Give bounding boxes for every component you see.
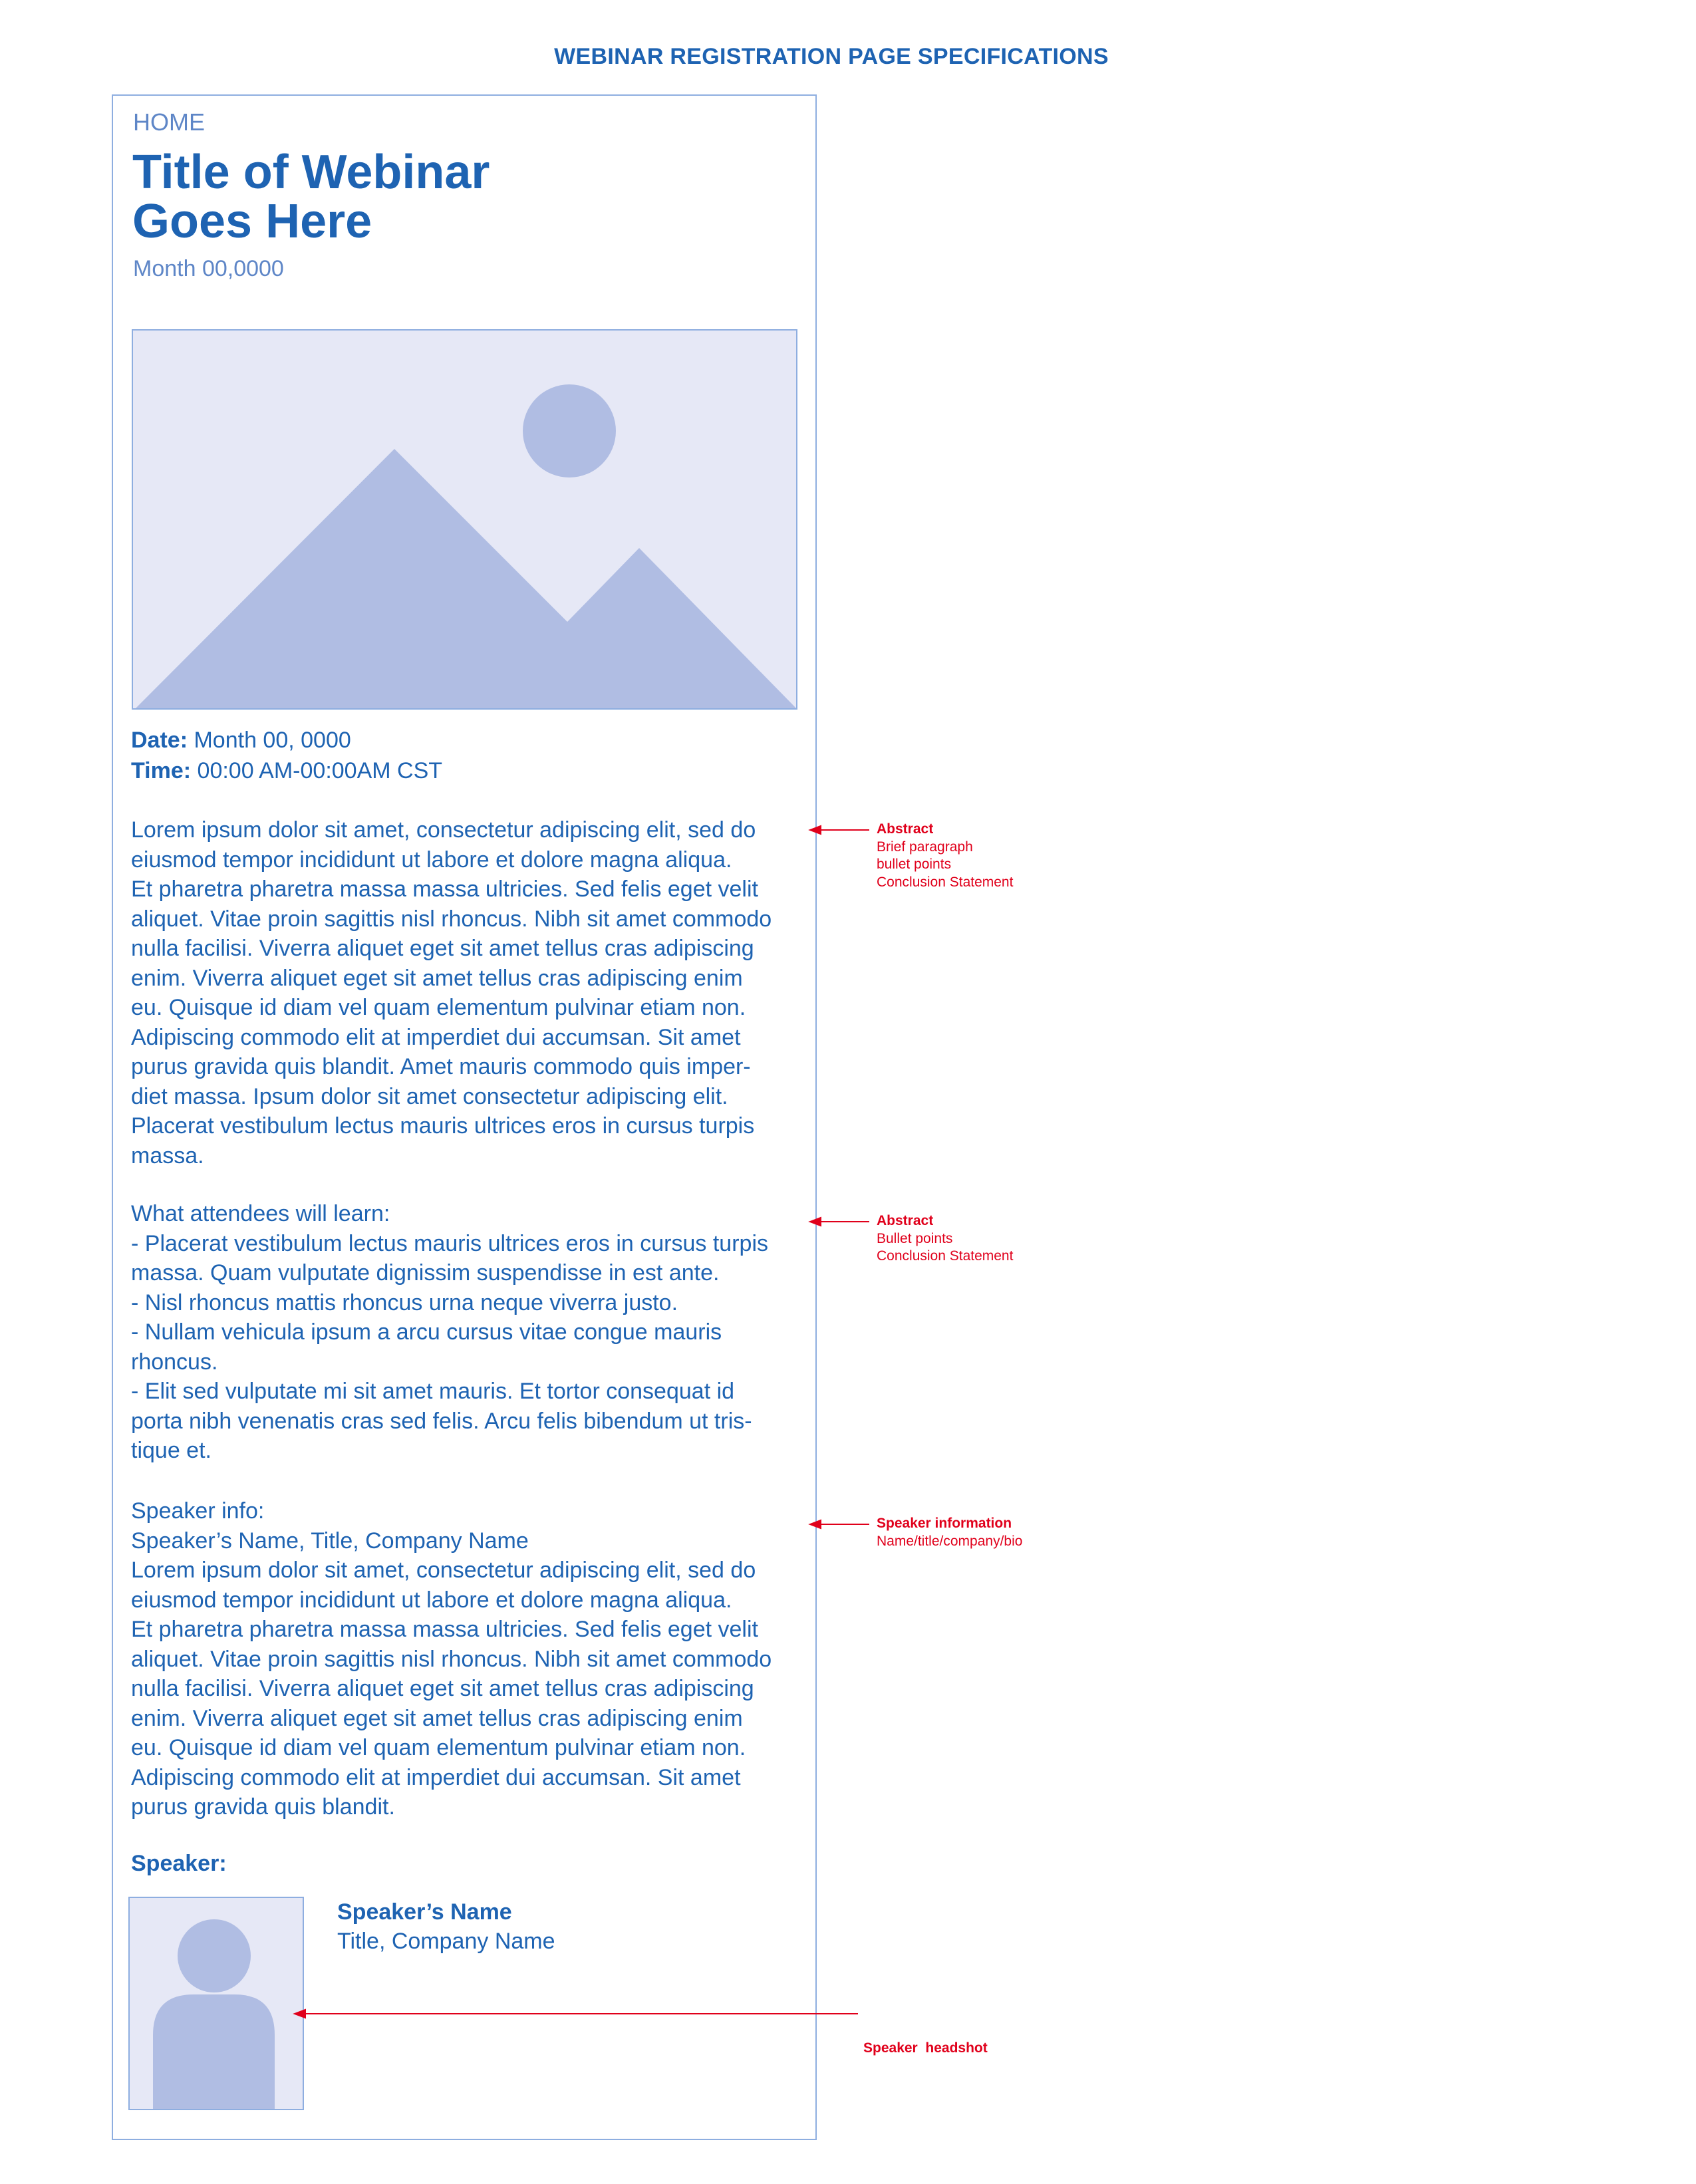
learning-points: What attendees will learn: - Placerat vestibulum lectus mauris ultrices eros in cursus turpis massa. Quam vulputate dignissim suspendisse in est ante. - Nisl rhoncus mattis rhoncus urna neque viverra justo. - Nullam vehicula ipsum a arcu cursus vitae congue mauris rhoncus. - Elit sed vulputate mi sit amet mauris. Et tortor consequat id porta nibh venenatis cras sed felis. Arcu felis bibendum ut tris- tique et.: [131, 1201, 768, 1463]
date-label: Date:: [131, 728, 188, 753]
webinar-title-line-2: Goes Here: [132, 195, 372, 248]
document-title: WEBINAR REGISTRATION PAGE SPECIFICATIONS: [554, 44, 1109, 69]
webinar-title-line-1: Title of Webinar: [132, 146, 490, 199]
annotation-speaker-info-details: Name/title/company/bio: [877, 1533, 1023, 1549]
annotation-headshot: [863, 2004, 988, 2075]
time-value: 00:00 AM-00:00AM CST: [197, 758, 443, 783]
annotation-learning-heading: Abstract: [877, 1213, 934, 1228]
speaker-name: Speaker’s Name: [337, 1899, 512, 1925]
arrow-speaker-info-head: [810, 1520, 821, 1528]
speaker-info-block: Speaker info: Speaker’s Name, Title, Company Name Lorem ipsum dolor sit amet, consectetur adipiscing elit, sed do eiusmod tempor incididunt ut labore et dolore magna aliqua. Et pharetra pharetra massa massa ultricies. Sed felis eget velit aliquet. Vitae proin sagittis nisl rhoncus. Nibh sit amet commodo nulla facilisi. Viverra aliquet eget sit amet tellus cras adipiscing enim. Viverra aliquet eget sit amet tellus cras adipiscing enim eu. Quisque id diam vel quam elementum pulvinar etiam non. Adipiscing commodo elit at imperdiet dui accumsan. Sit amet purus gravida quis blandit.: [131, 1498, 772, 1820]
arrow-headshot-head: [295, 2010, 305, 2018]
annotation-headshot-heading: Speaker headshot: [863, 2040, 988, 2056]
speaker-title: Title, Company Name: [337, 1929, 555, 1954]
annotation-speaker-info-heading: Speaker information: [877, 1516, 1012, 1531]
time-label: Time:: [131, 758, 192, 783]
annotation-abstract-details: Brief paragraph bullet points Conclusion Statement: [877, 839, 1014, 890]
arrow-abstract-head: [810, 826, 821, 834]
annotation-speaker-info: [877, 1515, 1022, 1550]
date-value: Month 00, 0000: [194, 728, 351, 753]
abstract-paragraph: Lorem ipsum dolor sit amet, consectetur adipiscing elit, sed do eiusmod tempor incididunt ut labore et dolore magna aliqua. Et pharetra pharetra massa massa ultricies. Sed felis eget velit aliquet. Vitae proin sagittis nisl rhoncus. Nibh sit amet commodo nulla facilisi. Viverra aliquet eget sit amet tellus cras adipiscing enim. Viverra aliquet eget sit amet tellus cras adipiscing enim eu. Quisque id diam vel quam elementum pulvinar etiam non. Adipiscing commodo elit at imperdiet dui accumsan. Sit amet purus gravida quis blandit. Amet mauris commodo quis imper- diet massa. Ipsum dolor sit amet consectetur adipiscing elit. Placerat vestibulum lectus mauris ultrices eros in cursus turpis massa.: [131, 817, 772, 1168]
webinar-date: Month 00,0000: [133, 256, 284, 281]
annotation-learning-details: Bullet points Conclusion Statement: [877, 1230, 1014, 1264]
annotation-learning: [877, 1212, 1013, 1266]
speaker-heading: Speaker:: [131, 1851, 227, 1876]
annotation-abstract-heading: Abstract: [877, 821, 934, 837]
breadcrumb-home[interactable]: HOME: [133, 108, 205, 136]
arrow-learning-head: [810, 1218, 821, 1226]
annotation-abstract: [877, 821, 1013, 891]
